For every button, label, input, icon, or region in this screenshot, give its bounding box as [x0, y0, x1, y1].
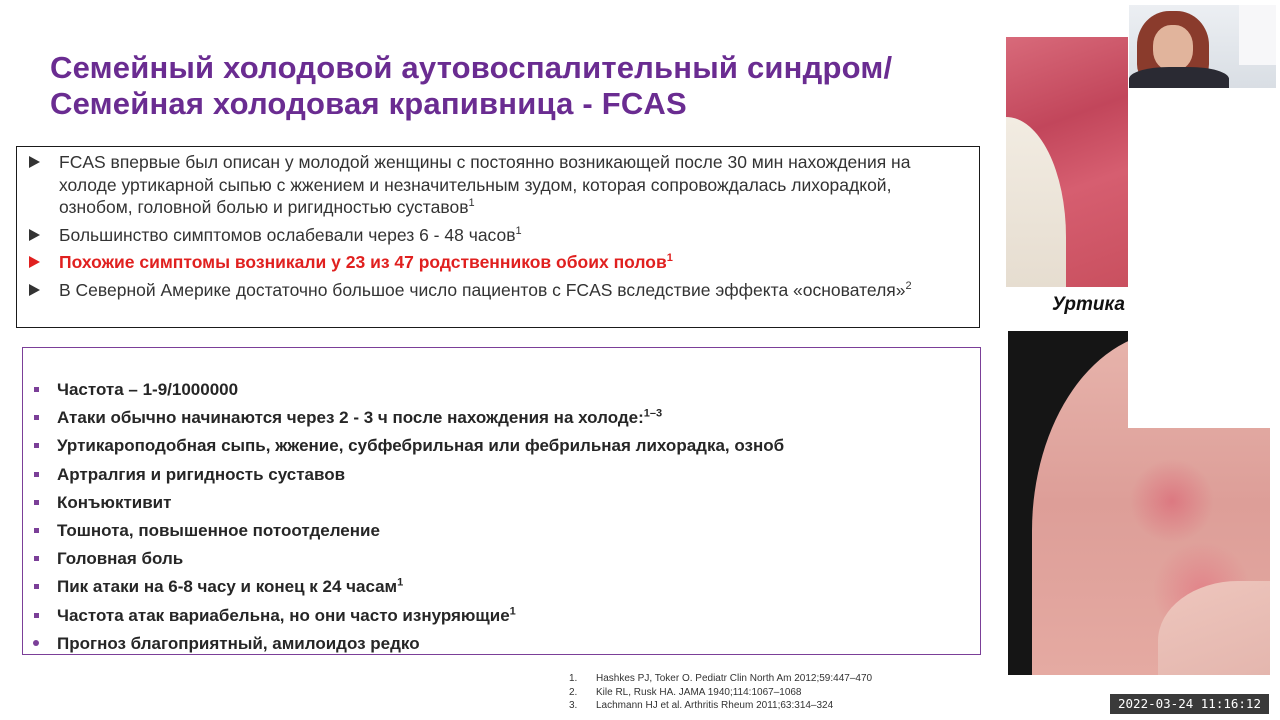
- footnote-ref: 1: [509, 604, 516, 617]
- reference-text: Kile RL, Rusk HA. JAMA 1940;114:1067–1068: [596, 686, 802, 698]
- reference-text: Lachmann HJ et al. Arthritis Rheum 2011;63:314–324: [596, 700, 834, 712]
- reference-item: [569, 699, 872, 713]
- footnote-ref: 1: [397, 576, 404, 589]
- symptom-bullet: [23, 548, 980, 576]
- facts-bullet-text: Похожие симптомы возникали у 23 из 47 родственников обоих полов: [59, 252, 667, 272]
- facts-bullet: [27, 151, 969, 219]
- symptom-bullet: [23, 464, 980, 492]
- reference-item: [569, 686, 872, 700]
- overlay-panel: [1128, 88, 1280, 428]
- symptom-bullet: [23, 379, 980, 407]
- symptom-text: Артралгия и ригидность суставов: [57, 464, 346, 484]
- symptom-text: Конъюктивит: [57, 492, 172, 512]
- facts-box: [16, 146, 980, 328]
- symptom-bullet: [23, 576, 980, 604]
- facts-bullet-text: FCAS впервые был описан у молодой женщины с постоянно возникающей после 30 мин нахождения на холоде уртикарной сыпью с жжением и незначительным зудом, которая сопровождалась лихорадкой, ознобом, головной болью и ригидностью суставов: [59, 152, 911, 217]
- facts-bullet-text: В Северной Америке достаточно большое число пациентов с FCAS вследствие эффекта «основателя»: [59, 279, 906, 300]
- square-bullet-icon: [34, 584, 39, 589]
- symptom-bullet: [23, 435, 980, 463]
- symptom-text: Прогноз благоприятный, амилоидоз редко: [57, 633, 420, 653]
- symptom-text: Головная боль: [57, 549, 184, 569]
- square-bullet-icon: [34, 556, 39, 561]
- recording-timestamp: 2022-03-24 11:16:12: [1110, 694, 1269, 714]
- symptom-text: Пик атаки на 6-8 часу и конец к 24 часам: [57, 577, 398, 597]
- symptom-bullet: [23, 492, 980, 520]
- facts-bullet: [27, 224, 969, 247]
- footnote-ref: 1: [515, 224, 522, 237]
- square-bullet-icon: [34, 528, 39, 533]
- symptom-bullet: [23, 605, 980, 633]
- square-bullet-icon: [34, 613, 39, 618]
- footnote-ref: 2: [905, 279, 912, 292]
- facts-bullet-highlighted: [27, 251, 969, 274]
- photo-skin-area: [1006, 117, 1066, 287]
- symptom-text: Уртикароподобная сыпь, жжение, субфебрильная или фебрильная лихорадка, озноб: [57, 436, 785, 456]
- arrow-bullet-icon: [29, 284, 40, 296]
- symptom-text: Частота атак вариабельна, но они часто изнуряющие: [57, 605, 510, 625]
- footnote-ref: 1: [468, 197, 475, 210]
- presenter-webcam-video[interactable]: [1129, 5, 1276, 88]
- symptom-bullet: [23, 520, 980, 548]
- round-bullet-icon: [33, 640, 39, 646]
- webcam-background-window: [1239, 5, 1276, 65]
- facts-bullet: [27, 279, 969, 302]
- square-bullet-icon: [34, 500, 39, 505]
- reference-text: Hashkes PJ, Toker O. Pediatr Clin North Am 2012;59:447–470: [596, 673, 873, 684]
- symptom-text: Тошнота, повышенное потоотделение: [57, 520, 380, 540]
- facts-bullet-text: Большинство симптомов ослабевали через 6 - 48 часов: [59, 224, 516, 245]
- presenter-face: [1153, 25, 1193, 71]
- arrow-bullet-icon: [29, 256, 40, 268]
- photo-caption: Уртика: [1052, 294, 1125, 315]
- square-bullet-icon: [34, 472, 39, 477]
- reference-number: 3.: [569, 700, 578, 712]
- square-bullet-icon: [34, 387, 39, 392]
- symptom-text: Частота – 1-9/1000000: [57, 380, 239, 399]
- symptom-bullet: [23, 407, 980, 435]
- square-bullet-icon: [34, 415, 39, 420]
- urticaria-photo-top: [1006, 37, 1128, 287]
- reference-number: 1.: [569, 673, 578, 684]
- reference-number: 2.: [569, 686, 578, 698]
- footnote-ref: 1–3: [643, 407, 663, 420]
- symptoms-box: [22, 347, 981, 655]
- footnote-ref: 1: [666, 252, 673, 265]
- arrow-bullet-icon: [29, 229, 40, 241]
- presenter-body: [1129, 67, 1229, 88]
- symptom-bullet: [23, 633, 980, 661]
- reference-item: [569, 672, 872, 686]
- square-bullet-icon: [34, 443, 39, 448]
- references: [569, 672, 872, 713]
- slide-title: Семейный холодовой аутовоспалительный синдром/ Семейная холодовая крапивница - FCAS: [50, 50, 893, 121]
- arrow-bullet-icon: [29, 156, 40, 168]
- symptom-text: Атаки обычно начинаются через 2 - 3 ч после нахождения на холоде:: [57, 408, 644, 428]
